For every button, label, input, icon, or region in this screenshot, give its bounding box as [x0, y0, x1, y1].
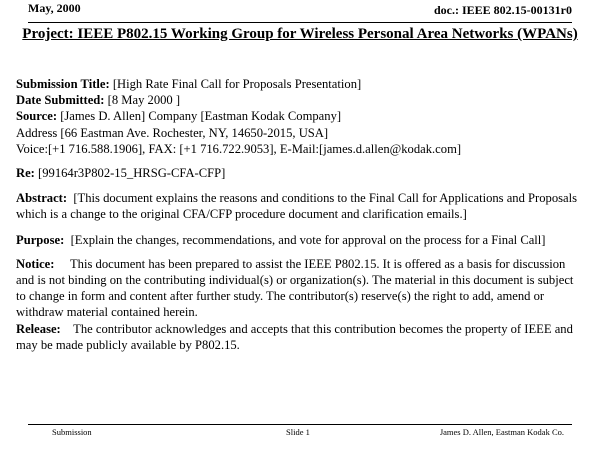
- source-value: [James D. Allen] Company [Eastman Kodak Company]: [60, 109, 342, 124]
- notice-paragraph: [16, 256, 586, 321]
- notice-value: This document has been prepared to assist the IEEE P802.15. It is offered as a basis for discussion and is not binding on the contributing individual(s) or organization(s). The material in this document is subject to change in form and content after further study. The contributor(s) reserve(s) the right to add, amend or withdraw material contained herein.: [16, 256, 574, 320]
- release-label: Release:: [16, 321, 61, 336]
- footer-slide-number: Slide 1: [286, 427, 310, 437]
- footer-left: Submission: [52, 427, 92, 437]
- address-line: Address [66 Eastman Ave. Rochester, NY, 14650-2015, USA]: [16, 125, 329, 140]
- footer-rule: [28, 424, 572, 425]
- date-submitted-value: [8 May 2000 ]: [107, 93, 181, 108]
- source-label: Source:: [16, 109, 58, 124]
- date-submitted-label: Date Submitted:: [16, 93, 105, 108]
- purpose-label: Purpose:: [16, 232, 65, 247]
- notice-label: Notice:: [16, 256, 55, 271]
- header-doc-id: doc.: IEEE 802.15-00131r0: [434, 3, 572, 17]
- submission-title-value: [High Rate Final Call for Proposals Presentation]: [112, 77, 362, 91]
- document-body: [16, 76, 586, 353]
- submission-title-label: Submission Title:: [16, 77, 110, 91]
- abstract-paragraph: [16, 190, 586, 222]
- source-line: [16, 108, 586, 124]
- abstract-label: Abstract:: [16, 191, 68, 206]
- re-label: Re:: [16, 166, 35, 181]
- re-line: [16, 165, 586, 181]
- re-value: [99164r3P802-15_HRSG-CFA-CFP]: [38, 166, 226, 181]
- abstract-value: [This document explains the reasons and conditions to the Final Call for Applications and Proposals which is a change to the original CFA/CFP procedure document and clarification emails.]: [16, 191, 578, 222]
- page-title: Project: IEEE P802.15 Working Group for Wireless Personal Area Networks (WPANs): [22, 26, 578, 42]
- purpose-value: [Explain the changes, recommendations, and vote for approval on the process for a Final Call]: [70, 232, 546, 247]
- header-date: May, 2000: [28, 1, 81, 15]
- release-value: The contributor acknowledges and accepts that this contribution becomes the property of IEEE and may be made publicly available by P802.15.: [16, 321, 573, 352]
- release-paragraph: [16, 321, 586, 353]
- header-rule: [28, 22, 572, 23]
- contact-line: Voice:[+1 716.588.1906], FAX: [+1 716.722.9053], E-Mail:[james.d.allen@kodak.com]: [16, 141, 462, 156]
- purpose-line: [16, 232, 586, 248]
- footer-author: James D. Allen, Eastman Kodak Co.: [439, 427, 564, 437]
- submission-title-line: [16, 76, 586, 92]
- date-submitted-line: [16, 92, 586, 108]
